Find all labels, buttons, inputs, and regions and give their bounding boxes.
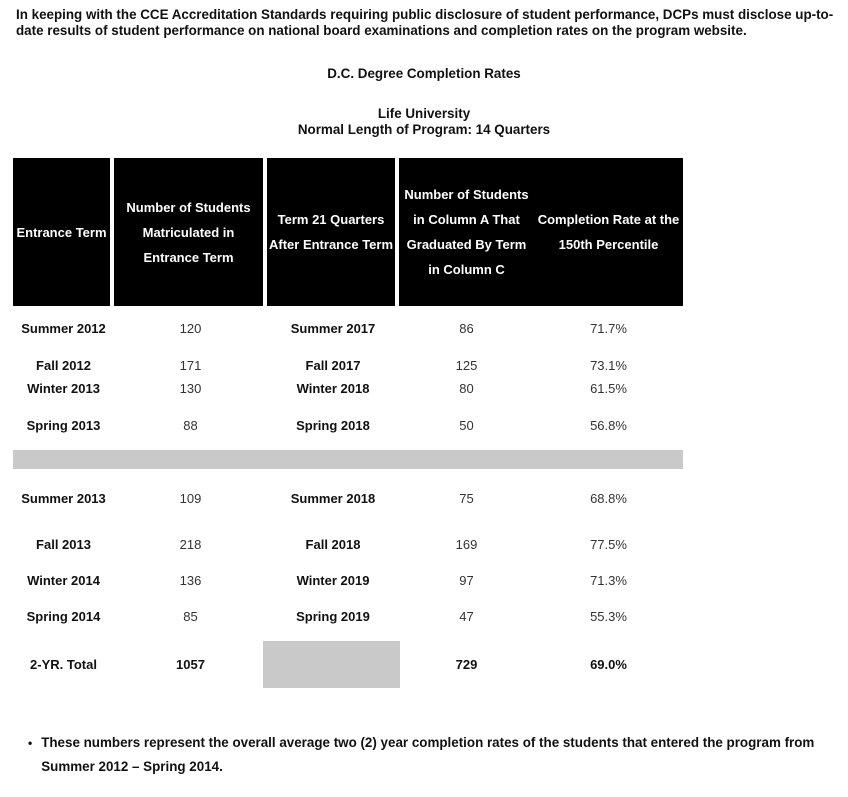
graduated-cell: 97: [459, 573, 474, 588]
table-row: [13, 534, 683, 556]
table-row: [13, 318, 683, 340]
completion-rate-cell: 56.8%: [590, 418, 627, 433]
graduated-cell: 47: [459, 609, 474, 624]
graduated-cell: 75: [459, 491, 474, 506]
matriculated-cell: 85: [183, 609, 198, 624]
matriculated-cell: 130: [179, 381, 202, 396]
matriculated-cell: 88: [183, 418, 198, 433]
completion-rate-cell: 71.7%: [590, 321, 627, 336]
matriculated-cell: 109: [179, 491, 202, 506]
entrance-term-cell: Summer 2012: [21, 321, 106, 336]
entrance-term-cell: Summer 2013: [21, 491, 106, 506]
term-21q-cell: Summer 2017: [290, 321, 376, 336]
entrance-term-cell: Fall 2012: [36, 358, 91, 373]
term-21q-cell: Spring 2019: [296, 609, 370, 624]
completion-rate-cell: 68.8%: [590, 491, 627, 506]
graduated-cell: 169: [455, 537, 478, 552]
completion-rate-cell: 55.3%: [590, 609, 627, 624]
matriculated-cell: 218: [179, 537, 202, 552]
matriculated-cell: 171: [179, 358, 202, 373]
total-completion-rate: 69.0%: [590, 657, 627, 672]
table-row: [13, 570, 683, 592]
matriculated-cell: 120: [179, 321, 202, 336]
group-separator-band: [13, 450, 683, 469]
table-total-row: [13, 654, 683, 676]
term-21q-cell: Fall 2017: [305, 358, 361, 373]
col-header-entrance-term: Entrance Term: [13, 158, 110, 306]
term-21q-cell: Summer 2018: [290, 491, 376, 506]
table-row: [13, 606, 683, 628]
graduated-cell: 50: [459, 418, 474, 433]
institution-block: [0, 106, 848, 138]
term-21q-cell: Winter 2018: [296, 381, 370, 396]
entrance-term-cell: Spring 2014: [26, 609, 101, 624]
col-header-matriculated: Number of Students Matriculated in Entrance Term: [114, 158, 263, 306]
total-term-empty-cell: [267, 654, 399, 676]
bullet-icon: •: [28, 736, 33, 750]
entrance-term-cell: Fall 2013: [36, 537, 91, 552]
entrance-term-cell: Spring 2013: [26, 418, 101, 433]
total-graduated: 729: [455, 657, 478, 672]
completion-rate-cell: 61.5%: [590, 381, 627, 396]
matriculated-cell: 136: [179, 573, 202, 588]
institution-name: Life University: [377, 106, 471, 121]
table-row: [13, 488, 683, 510]
total-label: 2-YR. Total: [30, 657, 97, 672]
table-row: [13, 378, 683, 400]
completion-rate-cell: 73.1%: [590, 358, 627, 373]
completion-rate-cell: 77.5%: [590, 537, 627, 552]
footnote-text: These numbers represent the overall average two (2) year completion rates of the students that entered the program from Summer 2012 – Spring 2014.: [41, 735, 815, 774]
footnote: [28, 731, 826, 779]
program-length: Normal Length of Program: 14 Quarters: [297, 122, 551, 137]
page-title: D.C. Degree Completion Rates: [327, 66, 521, 81]
col-header-graduated: Number of Students in Column A That Graduated By Term in Column C: [399, 158, 534, 306]
graduated-cell: 86: [459, 321, 474, 336]
graduated-cell: 80: [459, 381, 474, 396]
total-matriculated: 1057: [176, 657, 205, 672]
col-header-completion-rate: Completion Rate at the 150th Percentile: [534, 158, 683, 306]
term-21q-cell: Fall 2018: [305, 537, 361, 552]
intro-paragraph: In keeping with the CCE Accreditation Standards requiring public disclosure of student performance, DCPs must disclose up-to-date results of student performance on national board examinations and completion rates on the program website.: [16, 7, 834, 38]
table-row: [13, 415, 683, 437]
col-header-term-21q: Term 21 Quarters After Entrance Term: [267, 158, 395, 306]
graduated-cell: 125: [455, 358, 478, 373]
completion-rate-cell: 71.3%: [590, 573, 627, 588]
entrance-term-cell: Winter 2014: [27, 573, 100, 588]
term-21q-cell: Winter 2019: [296, 573, 370, 588]
entrance-term-cell: Winter 2013: [27, 381, 100, 396]
table-row: [13, 355, 683, 377]
term-21q-cell: Spring 2018: [296, 418, 370, 433]
